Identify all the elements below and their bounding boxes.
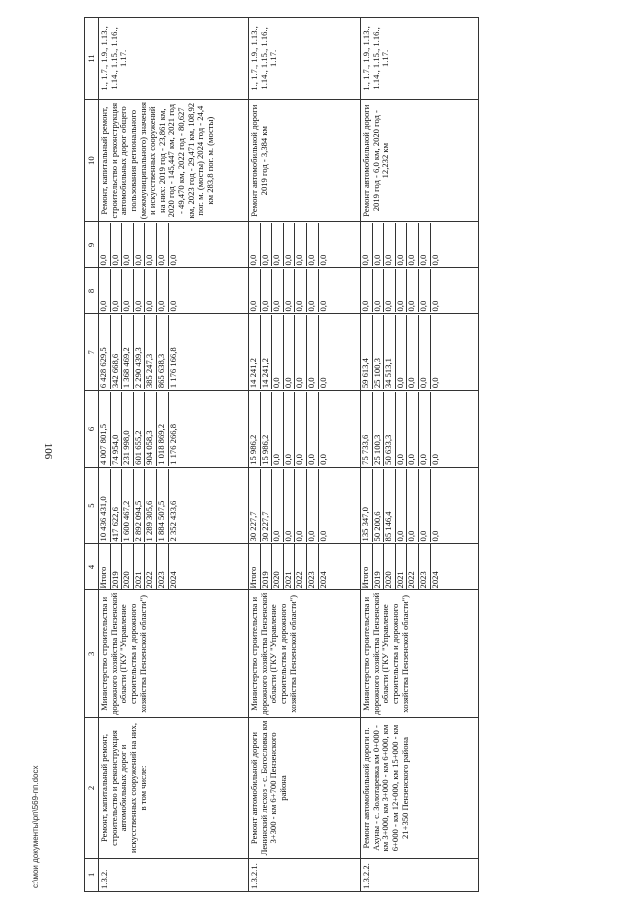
amount-cell: 0,0: [418, 469, 430, 543]
amount-cell: 0,0: [144, 270, 156, 313]
amount-cell: 6 428 629,5: [98, 347, 108, 389]
amount-cell: 0,0: [360, 254, 370, 266]
year-cell: 2023: [306, 544, 318, 589]
year-cell: 2022: [144, 544, 156, 589]
amount-cell: 0,0: [418, 316, 430, 390]
other-column: [361, 222, 479, 268]
amount-cell: 904 058,3: [144, 392, 156, 466]
amount-cell: 0,0: [121, 270, 133, 313]
amount-cell: 0,0: [430, 316, 442, 390]
header-cell: 7: [85, 314, 99, 391]
header-cell: 10: [85, 99, 99, 222]
regional-column: [361, 314, 479, 391]
header-cell: 9: [85, 222, 99, 268]
years-column: [249, 544, 361, 590]
amount-cell: 0,0: [406, 316, 418, 390]
amount-cell: 59 613,4: [360, 358, 370, 389]
row-number: 1.3.2.: [99, 858, 249, 891]
amount-cell: 0,0: [406, 224, 418, 267]
amount-cell: 25 100,3: [372, 316, 384, 390]
amount-cell: 74 954,0: [110, 392, 122, 466]
amount-cell: 0,0: [306, 392, 318, 466]
footer-file-path: c:\мои документы\рп\569-пп.docx: [31, 765, 40, 888]
amount-cell: 14 241,2: [260, 316, 272, 390]
amount-cell: 0,0: [395, 469, 407, 543]
year-cell: 2019: [372, 544, 384, 589]
amount-cell: 0,0: [372, 224, 384, 267]
table-row: [249, 18, 361, 892]
amount-cell: 0,0: [248, 300, 258, 312]
amount-cell: 0,0: [395, 270, 407, 313]
amount-cell: 0,0: [294, 469, 306, 543]
federal-column: [249, 391, 361, 468]
row-number: 1.3.2.2.: [361, 858, 479, 891]
year-cell: 2024: [318, 544, 330, 589]
total-column: [249, 467, 361, 544]
total-column: [99, 467, 249, 544]
year-cell: 2020: [271, 544, 283, 589]
amount-cell: 50 633,3: [383, 392, 395, 466]
amount-cell: 0,0: [283, 392, 295, 466]
amount-cell: 0,0: [283, 316, 295, 390]
amount-cell: 0,0: [318, 224, 330, 267]
amount-cell: 2 290 439,3: [133, 316, 145, 390]
years-column: [99, 544, 249, 590]
amount-cell: 0,0: [271, 392, 283, 466]
amount-cell: 0,0: [318, 270, 330, 313]
amount-cell: 0,0: [306, 316, 318, 390]
year-cell: 2019: [260, 544, 272, 589]
year-cell: 2021: [133, 544, 145, 589]
amount-cell: 0,0: [294, 224, 306, 267]
year-cell: 2022: [294, 544, 306, 589]
table-row: [361, 18, 479, 892]
amount-cell: 0,0: [98, 254, 108, 266]
amount-cell: 25 100,3: [372, 392, 384, 466]
amount-cell: 0,0: [271, 224, 283, 267]
amount-cell: 0,0: [110, 270, 122, 313]
amount-cell: 0,0: [294, 392, 306, 466]
amount-cell: 0,0: [430, 270, 442, 313]
amount-cell: 50 200,6: [372, 469, 384, 543]
amount-cell: 0,0: [406, 392, 418, 466]
other-column: [249, 222, 361, 268]
table-row: [99, 18, 249, 892]
local-column: [99, 268, 249, 314]
row-number: 1.3.2.1.: [249, 858, 361, 891]
amount-cell: 0,0: [406, 270, 418, 313]
amount-cell: 1 368 469,2: [121, 316, 133, 390]
amount-cell: 865 638,3: [156, 316, 168, 390]
rotated-table-container: [84, 17, 534, 892]
year-cell: 2020: [121, 544, 133, 589]
amount-cell: 0,0: [156, 270, 168, 313]
amount-cell: 1 600 467,2: [121, 469, 133, 543]
measure-name: Ремонт автомобильной дороги п. Ахуны - с. Золотаревка км 0+000 - км 3+000, км 3+000 - км 6+000, км 6+000 - км 12+000, км 15+000 - км 21+350 Пензенского района: [361, 718, 479, 859]
amount-cell: 1 018 869,2: [156, 392, 168, 466]
amount-cell: 1 176 166,8: [168, 316, 180, 390]
amount-cell: 0,0: [418, 224, 430, 267]
total-column: [361, 467, 479, 544]
amount-cell: 0,0: [395, 316, 407, 390]
amount-cell: 1 176 266,8: [168, 392, 180, 466]
amount-cell: 30 227,7: [260, 469, 272, 543]
year-cell: 2022: [406, 544, 418, 589]
amount-cell: 0,0: [294, 316, 306, 390]
amount-cell: 1 884 507,5: [156, 469, 168, 543]
amount-cell: 10 436 431,0: [98, 496, 108, 542]
executor: Министерство строительства и дорожного хозяйства Пензенской области (ГКУ "Управление строительства и дорожного хозяйства Пензенской области"): [99, 590, 249, 718]
amount-cell: 0,0: [395, 392, 407, 466]
amount-cell: 0,0: [98, 300, 108, 312]
amount-cell: 0,0: [121, 224, 133, 267]
amount-cell: 0,0: [395, 224, 407, 267]
amount-cell: 0,0: [318, 469, 330, 543]
years-column: [361, 544, 479, 590]
amount-cell: 417 622,6: [110, 469, 122, 543]
amount-cell: 75 733,6: [360, 434, 370, 465]
year-cell: 2020: [383, 544, 395, 589]
amount-cell: 0,0: [318, 392, 330, 466]
amount-cell: 0,0: [283, 270, 295, 313]
header-cell: 5: [85, 467, 99, 544]
header-cell: 6: [85, 391, 99, 468]
amount-cell: 0,0: [360, 300, 370, 312]
executor: Министерство строительства и дорожного хозяйства Пензенской области (ГКУ "Управление строительства и дорожного хозяйства Пензенской области"): [249, 590, 361, 718]
amount-cell: 0,0: [271, 316, 283, 390]
expected-result: Ремонт автомобильной дороги 2019 год - 6,0 км, 2020 год - 12,232 км: [361, 99, 479, 222]
amount-cell: 0,0: [168, 270, 180, 313]
amount-cell: 0,0: [133, 270, 145, 313]
year-cell: 2023: [156, 544, 168, 589]
measure-name: Ремонт автомобильной дороги Ленинский лесхоз - с. Богословка км 3+300 - км 6+700 Пензенского района: [249, 718, 361, 859]
indicator-refs: 1., 1.7., 1.9., 1.13., 1.14., 1.15., 1.16., 1.17.: [99, 18, 249, 100]
local-column: [249, 268, 361, 314]
year-cell: Итого: [360, 566, 370, 589]
amount-cell: 0,0: [430, 392, 442, 466]
header-row: [85, 18, 99, 892]
amount-cell: 0,0: [283, 224, 295, 267]
amount-cell: 4 007 801,5: [98, 423, 108, 465]
amount-cell: 0,0: [383, 224, 395, 267]
federal-column: [99, 391, 249, 468]
regional-column: [99, 314, 249, 391]
federal-column: [361, 391, 479, 468]
amount-cell: 1 289 305,6: [144, 469, 156, 543]
amount-cell: 0,0: [271, 270, 283, 313]
amount-cell: 135 347,0: [360, 507, 370, 542]
amount-cell: 0,0: [383, 270, 395, 313]
year-cell: Итого: [98, 566, 108, 589]
amount-cell: 0,0: [306, 224, 318, 267]
year-cell: 2019: [110, 544, 122, 589]
year-cell: Итого: [248, 566, 258, 589]
amount-cell: 0,0: [430, 469, 442, 543]
amount-cell: 0,0: [283, 469, 295, 543]
amount-cell: 0,0: [156, 224, 168, 267]
amount-cell: 0,0: [144, 224, 156, 267]
amount-cell: 0,0: [306, 469, 318, 543]
local-column: [361, 268, 479, 314]
amount-cell: 30 227,7: [248, 511, 258, 542]
amount-cell: 0,0: [133, 224, 145, 267]
amount-cell: 0,0: [418, 392, 430, 466]
amount-cell: 0,0: [418, 270, 430, 313]
year-cell: 2024: [430, 544, 442, 589]
amount-cell: 0,0: [430, 224, 442, 267]
expected-result: Ремонт автомобильной дороги 2019 год - 3,384 км: [249, 99, 361, 222]
amount-cell: 385 247,3: [144, 316, 156, 390]
header-cell: 11: [85, 18, 99, 100]
amount-cell: 0,0: [260, 270, 272, 313]
amount-cell: 0,0: [406, 469, 418, 543]
amount-cell: 0,0: [372, 270, 384, 313]
amount-cell: 0,0: [318, 316, 330, 390]
header-cell: 1: [85, 858, 99, 891]
amount-cell: 0,0: [271, 469, 283, 543]
measure-name: Ремонт, капитальный ремонт, строительство и реконструкция автомобильных дорог и искусственных сооружений на них, в том числе:: [99, 718, 249, 859]
amount-cell: 0,0: [248, 254, 258, 266]
amount-cell: 15 986,2: [260, 392, 272, 466]
amount-cell: 601 655,2: [133, 392, 145, 466]
year-cell: 2021: [395, 544, 407, 589]
amount-cell: 14 241,2: [248, 358, 258, 389]
amount-cell: 34 513,1: [383, 316, 395, 390]
amount-cell: 2 892 094,5: [133, 469, 145, 543]
header-cell: 3: [85, 590, 99, 718]
header-cell: 4: [85, 544, 99, 590]
amount-cell: 2 352 433,6: [168, 469, 180, 543]
expected-result: Ремонт, капитальный ремонт, строительство и реконструкция автомобильных дорог общего пользования регионального (межмуниципального) значения и искусственных сооружений на них: 2019 год - 23,861 км, 2020 год - 145,447 км, 2021 год - 49,470 км, 2022 год - 80,627 км, 2023 год - 29,471 км, 108,92 пог. м. (мосты) 2024 год - 24,4 км 283,8 пог. м. (мосты): [99, 99, 249, 222]
amount-cell: 85 146,4: [383, 469, 395, 543]
amount-cell: 15 986,2: [248, 434, 258, 465]
amount-cell: 0,0: [168, 224, 180, 267]
amount-cell: 0,0: [110, 224, 122, 267]
year-cell: 2023: [418, 544, 430, 589]
page-number: 106: [42, 442, 54, 460]
year-cell: 2021: [283, 544, 295, 589]
executor: Министерство строительства и дорожного хозяйства Пензенской области (ГКУ "Управление строительства и дорожного хозяйства Пензенской области"): [361, 590, 479, 718]
regional-column: [249, 314, 361, 391]
indicator-refs: 1., 1.7., 1.9., 1.13., 1.14., 1.15., 1.16., 1.17.: [249, 18, 361, 100]
other-column: [99, 222, 249, 268]
amount-cell: 0,0: [294, 270, 306, 313]
amount-cell: 231 998,0: [121, 392, 133, 466]
header-cell: 8: [85, 268, 99, 314]
program-measures-table: [84, 17, 479, 892]
indicator-refs: 1., 1.7., 1.9., 1.13., 1.14., 1.15., 1.16., 1.17.: [361, 18, 479, 100]
year-cell: 2024: [168, 544, 180, 589]
amount-cell: 0,0: [306, 270, 318, 313]
amount-cell: 0,0: [260, 224, 272, 267]
amount-cell: 342 668,6: [110, 316, 122, 390]
header-cell: 2: [85, 718, 99, 859]
